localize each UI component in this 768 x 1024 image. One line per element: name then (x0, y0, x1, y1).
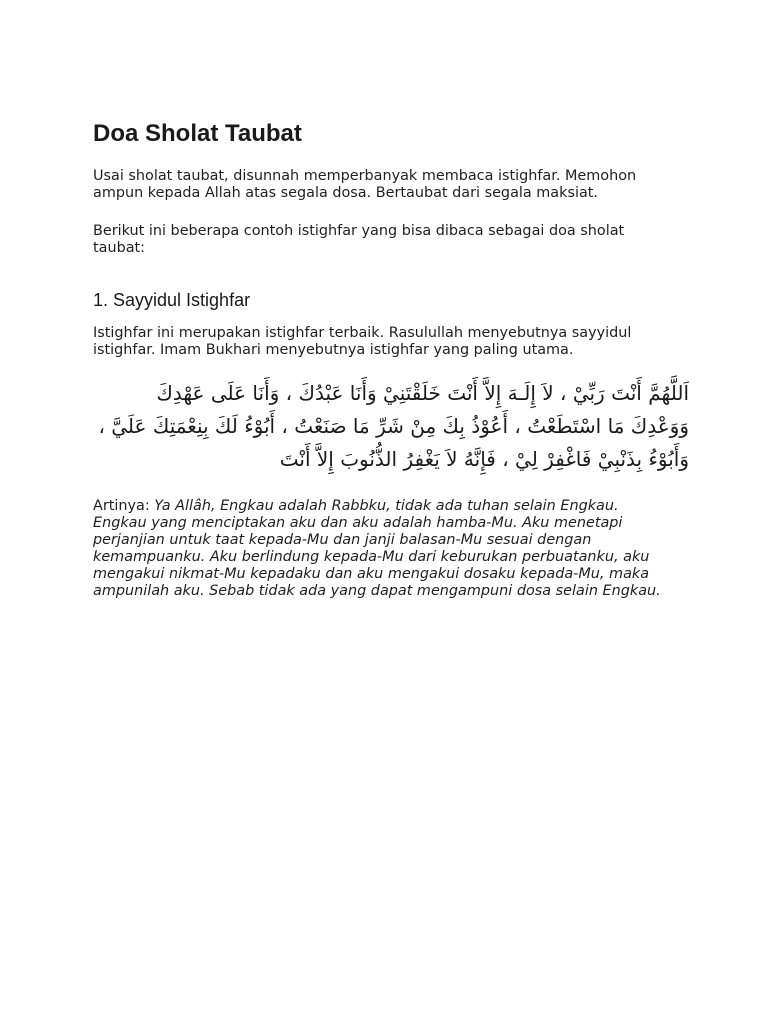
meaning-label: Artinya: (93, 498, 150, 514)
meaning-paragraph (93, 498, 675, 600)
meaning-text: Ya Allâh, Engkau adalah Rabbku, tidak ada tuhan selain Engkau. Engkau yang menciptakan aku dan aku adalah hamba-Mu. Aku menetapi perjanjian untuk taat kepada-Mu dan janji balasan-Mu sesuai dengan kemampuanku. Aku berlindung kepada-Mu dari keburukan perbuatanku, aku mengakui nikmat-Mu kepadaku dan aku mengakui dosaku kepada-Mu, maka ampunilah aku. Sebab tidak ada yang dapat mengampuni dosa selain Engkau. (93, 498, 661, 599)
document-page (93, 118, 689, 600)
page-title: Doa Sholat Taubat (93, 120, 302, 147)
examples-paragraph: Berikut ini beberapa contoh istighfar yang bisa dibaca sebagai doa sholat taubat: (93, 223, 625, 256)
intro-paragraph: Usai sholat taubat, disunnah memperbanyak membaca istighfar. Memohon ampun kepada Allah atas segala dosa. Bertaubat dari segala maksiat. (93, 168, 637, 201)
section-intro: Istighfar ini merupakan istighfar terbaik. Rasulullah menyebutnya sayyidul istighfar. Imam Bukhari menyebutnya istighfar yang paling utama. (93, 325, 632, 358)
section-heading: 1. Sayyidul Istighfar (93, 290, 251, 310)
arabic-prayer-text: اَللَّهُمَّ أَنْتَ رَبِّيْ ، لاَ إِلَـهَ إِلاَّ أَنْتَ خَلَقْتَنِيْ وَأَنَا عَبْدُكَ ، وَأَنَا عَلَى عَهْدِكَ وَوَعْدِكَ مَا اسْتَطَعْتُ ، أَعُوْذُ بِكَ مِنْ شَرِّ مَا صَنَعْتُ ، أَبُوْءُ لَكَ بِنِعْمَتِكَ عَلَيَّ ، وَأَبُوْءُ بِذَنْبِيْ فَاغْفِرْ لِيْ ، فَإِنَّهُ لاَ يَغْفِرُ الذُّنُوبَ إِلاَّ أَنْتَ (98, 381, 689, 471)
